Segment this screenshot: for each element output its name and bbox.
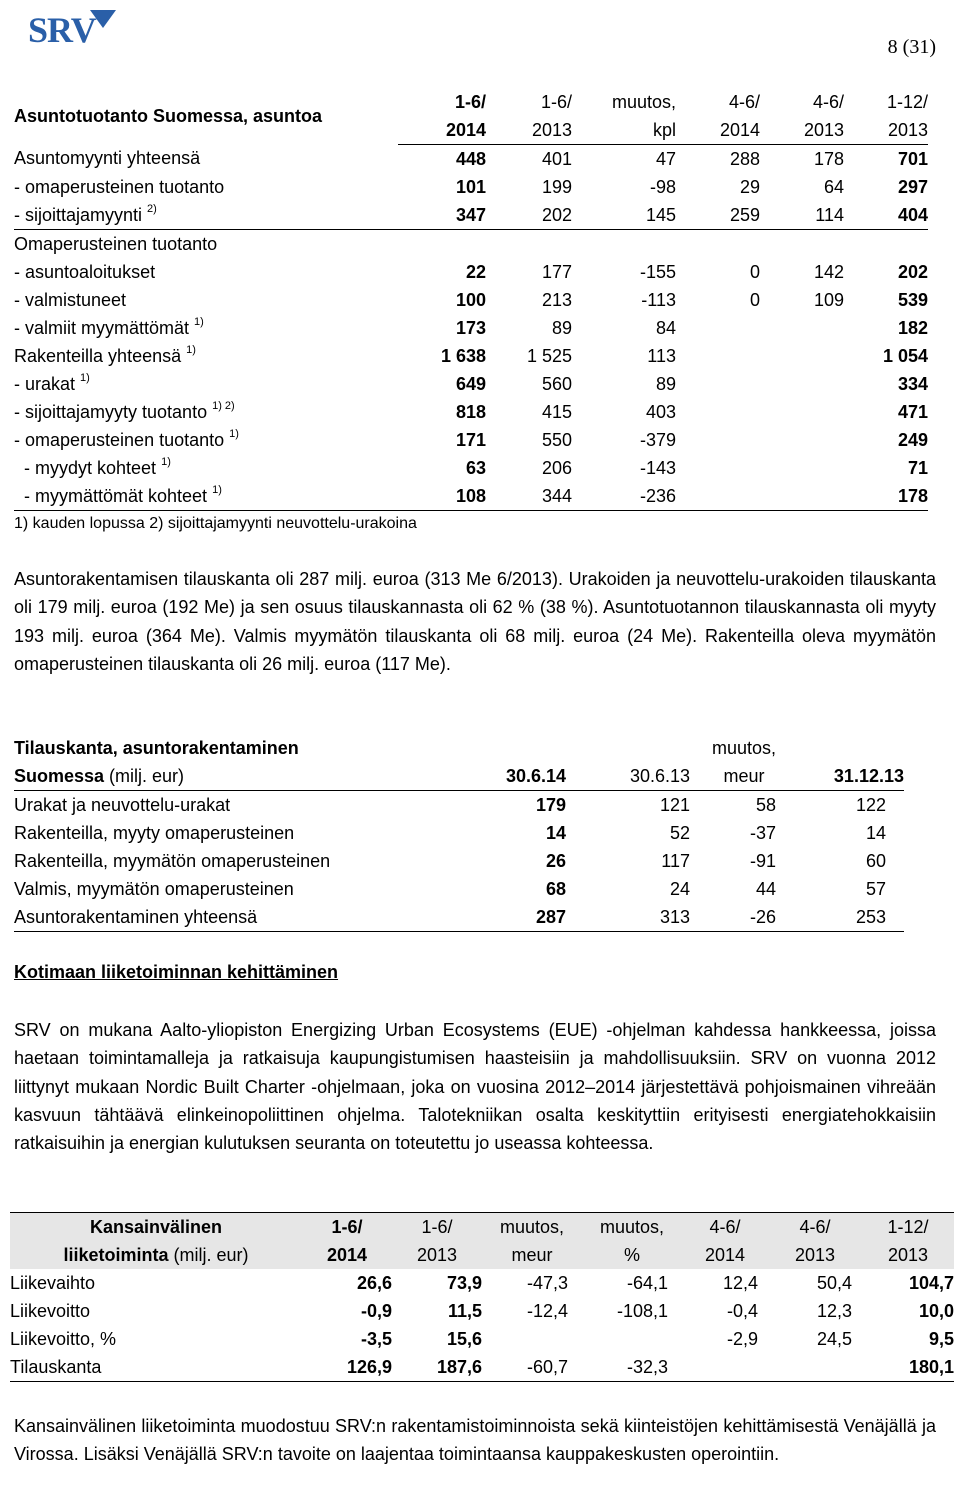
table-title: Asuntotuotanto Suomessa, asuntoa (14, 105, 323, 126)
table-cell (676, 398, 760, 426)
table-title: Kansainvälinen (10, 1213, 302, 1242)
table-cell: 126,9 (302, 1353, 392, 1382)
table-row (14, 370, 928, 398)
column-header: 2014 (398, 116, 486, 145)
table-cell: 560 (541, 373, 572, 394)
table-cell: 288 (729, 148, 760, 169)
table-cell: 334 (897, 373, 928, 394)
table-cell: 1 638 (440, 345, 486, 366)
table-cell (486, 230, 572, 259)
footnote-marker: 1) (161, 455, 171, 468)
column-header: 1-12/ (886, 91, 928, 112)
table-row (14, 230, 928, 259)
column-header: 2014 (676, 116, 760, 145)
table-row (10, 1353, 954, 1382)
table-cell: 287 (416, 903, 566, 932)
table-cell: 58 (755, 794, 776, 815)
table-row (14, 454, 928, 482)
table-cell: 63 (465, 457, 486, 478)
row-label: Rakenteilla, myymätön omaperusteinen (14, 850, 331, 871)
column-header (416, 734, 566, 762)
table-cell: -98 (649, 176, 676, 197)
table-header-row (14, 762, 904, 791)
table-footnote: 1) kauden lopussa 2) sijoittajamyynti neuvottelu-urakoina (14, 515, 417, 532)
table-cell: 202 (541, 204, 572, 225)
table-cell: 202 (897, 261, 928, 282)
table-cell: 22 (465, 261, 486, 282)
row-label (14, 398, 398, 426)
row-label (14, 370, 398, 398)
table-cell: 60 (865, 850, 886, 871)
row-label-text: Asuntomyynti yhteensä (14, 148, 201, 169)
table-cell: 142 (813, 261, 844, 282)
column-header: muutos, (582, 1213, 682, 1242)
table-cell (760, 342, 844, 370)
table-row (14, 145, 928, 174)
table-cell: 44 (755, 878, 776, 899)
table-cell: 179 (535, 794, 566, 815)
column-header: 30.6.13 (566, 762, 690, 791)
table-cell: -143 (639, 457, 676, 478)
table-title-unit: (milj. eur) (104, 765, 185, 786)
table-cell: 121 (659, 794, 690, 815)
table-cell: 313 (566, 903, 690, 932)
table-cell: -12,4 (526, 1300, 568, 1321)
table-row (10, 1269, 954, 1297)
table-header-row (14, 88, 928, 116)
column-header: meur (511, 1244, 553, 1265)
table-cell (676, 482, 760, 511)
row-label (14, 145, 398, 174)
table-cell: 104,7 (908, 1272, 954, 1293)
column-header: 4-6/ (728, 91, 760, 112)
table-cell: 109 (813, 289, 844, 310)
order-backlog-paragraph: Asuntorakentamisen tilauskanta oli 287 milj. euroa (313 Me 6/2013). Urakoiden ja neuvottelu-urakoiden tilauskanta oli 179 milj. euroa (192 Me) ja sen osuus tilauskannasta oli 62 % (38 %). Asuntotuotannon tilauskannasta oli myyty 193 milj. euroa (364 Me). Valmis myymätön tilauskanta oli 68 milj. euroa (24 Me). Rakenteilla oleva myymätön omaperusteinen tilauskanta oli 26 milj. euroa (117 Me). (14, 569, 936, 674)
column-header: 2013 (760, 116, 844, 145)
table-row (14, 791, 904, 820)
row-label: Rakenteilla, myyty omaperusteinen (14, 822, 295, 843)
table-cell: 173 (455, 317, 486, 338)
table-cell (760, 398, 844, 426)
table-cell: 71 (907, 457, 928, 478)
table-row (10, 1297, 954, 1325)
column-header: 2013 (486, 116, 572, 145)
table-cell: -155 (639, 261, 676, 282)
row-label: Valmis, myymätön omaperusteinen (14, 878, 294, 899)
column-header (798, 734, 904, 762)
row-label (14, 201, 398, 230)
table-row (14, 482, 928, 511)
table-cell (676, 230, 760, 259)
table-cell: 100 (455, 289, 486, 310)
table-title-line2 (14, 762, 416, 791)
table-cell: 113 (647, 345, 676, 366)
column-header: 30.6.14 (416, 762, 566, 791)
table-cell: 180,1 (862, 1353, 954, 1382)
row-label-text: - asuntoaloitukset (14, 261, 156, 282)
table-title-line2 (10, 1241, 302, 1269)
table-cell (572, 230, 676, 259)
table-cell: 187,6 (392, 1353, 482, 1382)
table-cell: 178 (844, 482, 928, 511)
table-cell: 471 (897, 401, 928, 422)
table-cell: 12,3 (816, 1300, 852, 1321)
table-cell (760, 482, 844, 511)
column-header: kpl (572, 116, 676, 145)
row-label (14, 454, 398, 482)
table-cell: 403 (645, 401, 676, 422)
table-cell: 68 (545, 878, 566, 899)
table-row (14, 286, 928, 314)
table-cell: 0 (749, 289, 760, 310)
table-cell (760, 426, 844, 454)
table-cell: 14 (545, 822, 566, 843)
table-cell (676, 454, 760, 482)
row-label (14, 286, 398, 314)
column-header: 4-6/ (812, 91, 844, 112)
table-cell: -0,9 (360, 1300, 392, 1321)
row-label: Tilauskanta (10, 1353, 302, 1382)
table-cell: 213 (541, 289, 572, 310)
housing-production-table (14, 88, 928, 511)
table-cell: 122 (855, 794, 886, 815)
table-row (14, 875, 904, 903)
international-business-table (10, 1212, 954, 1382)
table-cell: 818 (455, 401, 486, 422)
table-cell (676, 342, 760, 370)
column-header: 4-6/ (682, 1213, 768, 1242)
row-label-text: - omaperusteinen tuotanto (14, 176, 225, 197)
table-cell: 9,5 (928, 1328, 954, 1349)
row-label (14, 426, 398, 454)
row-label (14, 173, 398, 201)
column-header: muutos, (611, 91, 676, 112)
row-label-text: Omaperusteinen tuotanto (14, 233, 218, 254)
table-cell: 401 (541, 148, 572, 169)
table-title-bold: liiketoiminta (63, 1244, 169, 1265)
column-header: muutos, (711, 737, 777, 758)
table-row (14, 342, 928, 370)
row-label (14, 342, 398, 370)
table-cell: 249 (897, 429, 928, 450)
table-cell: 84 (655, 317, 676, 338)
table-cell (398, 230, 486, 259)
table-cell: 199 (541, 176, 572, 197)
table-cell (760, 314, 844, 342)
table-cell (676, 314, 760, 342)
row-label: Asuntorakentaminen yhteensä (14, 903, 416, 932)
table-cell: 171 (455, 429, 486, 450)
footnote-marker: 1) (80, 371, 90, 384)
row-label-text: - myymättömät kohteet (14, 485, 208, 506)
order-backlog-table (14, 734, 904, 932)
table-cell: 57 (865, 878, 886, 899)
table-cell (582, 1325, 682, 1353)
table-cell: 1 054 (882, 345, 928, 366)
table-cell: -37 (749, 822, 776, 843)
table-cell: 47 (655, 148, 676, 169)
table-cell: 539 (897, 289, 928, 310)
table-cell (760, 230, 844, 259)
column-header: 1-6/ (392, 1213, 482, 1242)
row-label (14, 314, 398, 342)
table-cell: -32,3 (582, 1353, 682, 1382)
row-label: Liikevoitto (10, 1300, 91, 1321)
table-row (14, 903, 904, 932)
table-cell: 15,6 (446, 1328, 482, 1349)
column-header: 1-12/ (862, 1213, 954, 1242)
column-header: 31.12.13 (798, 762, 904, 791)
footnote-marker: 2) (147, 202, 157, 215)
table-cell: 178 (813, 148, 844, 169)
table-cell (676, 370, 760, 398)
row-label: Urakat ja neuvottelu-urakat (14, 794, 231, 815)
table-cell: 14 (865, 822, 886, 843)
table-cell: 347 (455, 204, 486, 225)
table-cell: -2,9 (726, 1328, 758, 1349)
table-cell: 0 (749, 261, 760, 282)
table-cell: 259 (729, 204, 760, 225)
table-cell: 11,5 (447, 1300, 482, 1321)
domestic-development-paragraph: SRV on mukana Aalto-yliopiston Energizing Urban Ecosystems (EUE) -ohjelman kahdessa hankkeessa, joissa haetaan toimintamalleja ja ratkaisuja kaupungistumisen haasteisiin ja mahdollisuuksiin. SRV on vuonna 2012 liittynyt mukaan Nordic Built Charter -ohjelmaan, joka on vuosina 2012–2014 järjestettävä pohjoismainen vihreään kasvuun tähtäävä elinkeinopoliittinen ohjelma. Talotekniikan osalta keskityttiin erityisesti energiatehokkaisiin ratkaisuihin ja energian kulutuksen seuranta on toteutettu jo useassa kohteessa. (14, 1020, 936, 1154)
column-header: meur (690, 762, 798, 791)
row-label (14, 230, 398, 259)
table-header-row (10, 1213, 954, 1242)
column-header: 2013 (887, 1244, 929, 1265)
table-row (14, 258, 928, 286)
row-label-text: - sijoittajamyynti (14, 204, 143, 225)
table-cell: 26 (545, 850, 566, 871)
table-row (14, 314, 928, 342)
table-cell: -236 (572, 482, 676, 511)
table-cell: 404 (897, 204, 928, 225)
table-cell: 550 (541, 429, 572, 450)
table-title: Tilauskanta, asuntorakentaminen (14, 737, 299, 758)
row-label (14, 258, 398, 286)
table-row (14, 819, 904, 847)
column-header: 2013 (416, 1244, 458, 1265)
column-header: 2013 (794, 1244, 836, 1265)
table-cell: 117 (661, 850, 690, 871)
row-label (14, 482, 398, 511)
column-header: 2014 (704, 1244, 746, 1265)
table-cell: 206 (541, 457, 572, 478)
srv-logo (28, 8, 118, 50)
table-cell: 101 (455, 176, 486, 197)
column-header: 2013 (844, 116, 928, 145)
footnote-marker: 1) 2) (212, 399, 235, 412)
table-cell: -108,1 (616, 1300, 668, 1321)
table-header-row (14, 734, 904, 762)
international-paragraph: Kansainvälinen liiketoiminta muodostuu SRV:n rakentamistoiminnoista sekä kiinteistöjen kehittämisestä Venäjällä ja Virossa. Lisäksi Venäjällä SRV:n tavoite on laajentaa toimintaansa kauppakeskusten operointiin. (14, 1416, 936, 1465)
row-label-text: - myydyt kohteet (14, 457, 157, 478)
table-cell: 145 (645, 204, 676, 225)
column-header: muutos, (482, 1213, 582, 1242)
table-cell: 24 (669, 878, 690, 899)
table-cell (760, 370, 844, 398)
footnote-marker: 1) (186, 343, 196, 356)
table-cell: 448 (455, 148, 486, 169)
table-cell: 701 (897, 148, 928, 169)
table-cell: 89 (551, 317, 572, 338)
table-cell: -91 (749, 850, 776, 871)
table-cell (768, 1353, 862, 1382)
table-cell: 114 (815, 204, 844, 225)
table-cell: 415 (541, 401, 572, 422)
srv-logo-graphic (28, 8, 118, 50)
table-cell: -26 (690, 903, 798, 932)
table-cell: 1 525 (526, 345, 572, 366)
row-label: Liikevoitto, % (10, 1328, 117, 1349)
table-cell: 108 (398, 482, 486, 511)
table-cell: -64,1 (626, 1272, 668, 1293)
table-cell: -60,7 (482, 1353, 582, 1382)
section-heading: Kotimaan liiketoiminnan kehittäminen (14, 962, 339, 982)
table-cell: -47,3 (526, 1272, 568, 1293)
table-cell: 10,0 (918, 1300, 954, 1321)
table-cell: -3,5 (360, 1328, 392, 1349)
logo-letters: SRV (28, 10, 96, 50)
column-header (566, 734, 690, 762)
table-cell (682, 1353, 768, 1382)
table-cell: 12,4 (722, 1272, 758, 1293)
column-header: 1-6/ (540, 91, 572, 112)
table-header-row (10, 1241, 954, 1269)
row-label-text: - omaperusteinen tuotanto (14, 429, 225, 450)
table-row (14, 201, 928, 230)
column-header: 4-6/ (768, 1213, 862, 1242)
row-label-text: - urakat (14, 373, 76, 394)
column-header: 2014 (326, 1244, 368, 1265)
table-cell: 50,4 (816, 1272, 852, 1293)
table-title-bold: Suomessa (14, 765, 105, 786)
table-cell: 182 (897, 317, 928, 338)
page-number: 8 (31) (887, 36, 936, 58)
table-cell: 73,9 (446, 1272, 482, 1293)
table-cell: 89 (655, 373, 676, 394)
table-cell: -113 (641, 289, 676, 310)
table-cell: -0,4 (726, 1300, 758, 1321)
table-cell: 26,6 (356, 1272, 392, 1293)
table-row (14, 847, 904, 875)
table-row (14, 173, 928, 201)
table-cell: -379 (639, 429, 676, 450)
table-title-unit: (milj. eur) (168, 1244, 249, 1265)
footnote-marker: 1) (229, 427, 239, 440)
column-header: % (623, 1244, 640, 1265)
footnote-marker: 1) (212, 483, 222, 496)
table-cell: 297 (897, 176, 928, 197)
table-cell (482, 1325, 582, 1353)
row-label: Liikevaihto (10, 1272, 96, 1293)
table-cell: 24,5 (816, 1328, 852, 1349)
table-cell: 52 (669, 822, 690, 843)
table-cell: 177 (541, 261, 572, 282)
table-row (14, 426, 928, 454)
table-cell (760, 454, 844, 482)
column-header: 1-6/ (302, 1213, 392, 1242)
table-cell: 344 (486, 482, 572, 511)
table-cell (844, 230, 928, 259)
footnote-marker: 1) (194, 315, 204, 328)
table-cell: 649 (455, 373, 486, 394)
table-cell: 253 (798, 903, 904, 932)
table-cell: 64 (823, 176, 844, 197)
table-cell (676, 426, 760, 454)
row-label-text: Rakenteilla yhteensä (14, 345, 182, 366)
table-row (14, 398, 928, 426)
table-row (10, 1325, 954, 1353)
row-label-text: - valmistuneet (14, 289, 127, 310)
column-header: 1-6/ (454, 91, 486, 112)
row-label-text: - sijoittajamyyty tuotanto (14, 401, 208, 422)
table-cell: 29 (739, 176, 760, 197)
row-label-text: - valmiit myymättömät (14, 317, 190, 338)
